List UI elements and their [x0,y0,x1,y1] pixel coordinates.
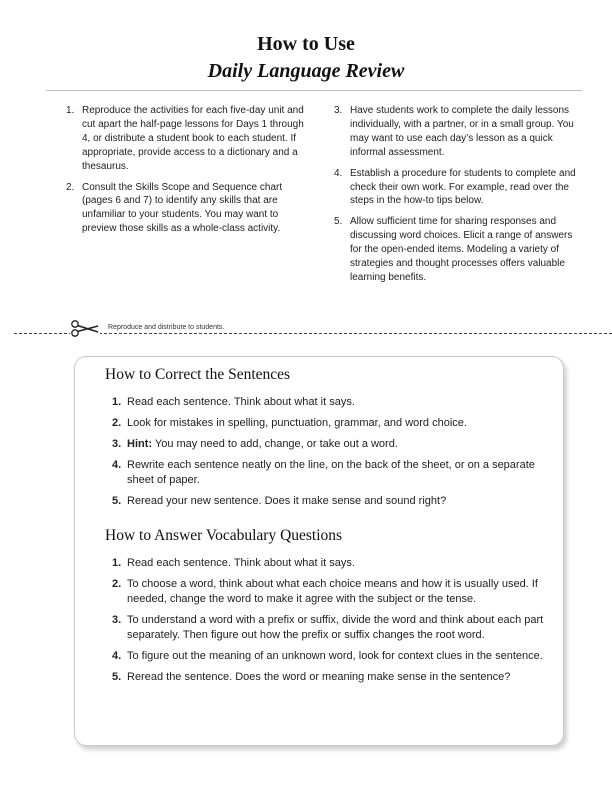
section-heading-correct: How to Correct the Sentences [105,366,291,383]
hint-label: Hint: [127,438,153,450]
item-text: Have students work to complete the daily lessons individually, with a partner, or in a small group. You may want to use each day’s lesson as a quick informal assessment. [350,105,574,158]
item-number: 5. [334,216,343,228]
item-number: 4. [334,167,343,179]
step-number: 4. [112,650,122,662]
scissors-icon [70,318,100,338]
title-line-1: How to Use [257,33,355,55]
step-text: Read each sentence. Think about what it says. [127,396,355,408]
title-line-2: Daily Language Review [207,60,405,82]
instruction-item [334,104,580,160]
correct-steps-list [112,395,552,515]
step-item [112,556,552,571]
step-item [112,395,552,410]
step-text: To figure out the meaning of an unknown word, look for context clues in the sentence. [127,650,543,662]
step-number: 5. [112,495,122,507]
instruction-item [334,215,580,285]
title-divider [46,90,582,91]
step-number: 3. [112,438,122,450]
step-number: 1. [112,396,122,408]
step-item [112,416,552,431]
step-text: Read each sentence. Think about what it says. [127,557,355,569]
step-number: 3. [112,614,122,626]
item-number: 1. [66,105,75,116]
step-text: To choose a word, think about what each choice means and how it is usually used. If needed, change the word to make it agree with the subject or the tense. [127,578,538,605]
step-item [112,649,552,664]
step-number: 2. [112,578,122,590]
instruction-item [334,167,580,209]
section-heading-vocab: How to Answer Vocabulary Questions [105,527,343,544]
step-item [112,494,552,509]
step-number: 5. [112,671,122,683]
step-text: Rewrite each sentence neatly on the line, on the back of the sheet, or on a separate sheet of paper. [127,459,535,486]
cut-line [14,333,612,334]
cut-note: Reproduce and distribute to students. [108,324,225,331]
step-item [112,437,552,452]
instruction-item [66,104,306,174]
item-text: Reproduce the activities for each five-day unit and cut apart the half-page lessons for Days 1 through 4, or distribute a student book to each student. If appropriate, provide access to a dictionary and a thesaurus. [82,105,304,172]
instructions-right-column [334,104,580,292]
step-number: 1. [112,557,122,569]
instruction-item [66,181,306,237]
step-item [112,458,552,488]
step-text: To understand a word with a prefix or suffix, divide the word and think about each part separately. Then figure out how the prefix or suffix changes the root word. [127,614,544,641]
vocab-steps-list [112,556,552,691]
item-number: 2. [66,181,75,193]
item-text: Establish a procedure for students to complete and check their own work. For example, read over the steps in the how-to tips below. [350,167,576,207]
step-item [112,613,552,643]
item-number: 3. [334,105,343,116]
step-text: Reread your new sentence. Does it make sense and sound right? [127,495,447,507]
page-title [0,32,612,84]
step-item [112,670,552,685]
step-item [112,577,552,607]
instructions-left-column [66,104,306,243]
step-text: Look for mistakes in spelling, punctuation, grammar, and word choice. [127,417,467,429]
item-text: Allow sufficient time for sharing responses and discussing word choices. Elicit a range of answers for the open-ended items. Modeling a variety of strategies and thought processes offers valuable learning benefits. [350,216,573,283]
step-number: 2. [112,417,122,429]
step-text: You may need to add, change, or take out a word. [152,438,398,450]
item-text: Consult the Skills Scope and Sequence chart (pages 6 and 7) to identify any skills that are unfamiliar to your students. You may want to preview those skills as a whole-class activity. [82,181,283,235]
step-text: Reread the sentence. Does the word or meaning make sense in the sentence? [127,671,511,683]
step-number: 4. [112,459,122,471]
student-tips-card [74,356,564,746]
